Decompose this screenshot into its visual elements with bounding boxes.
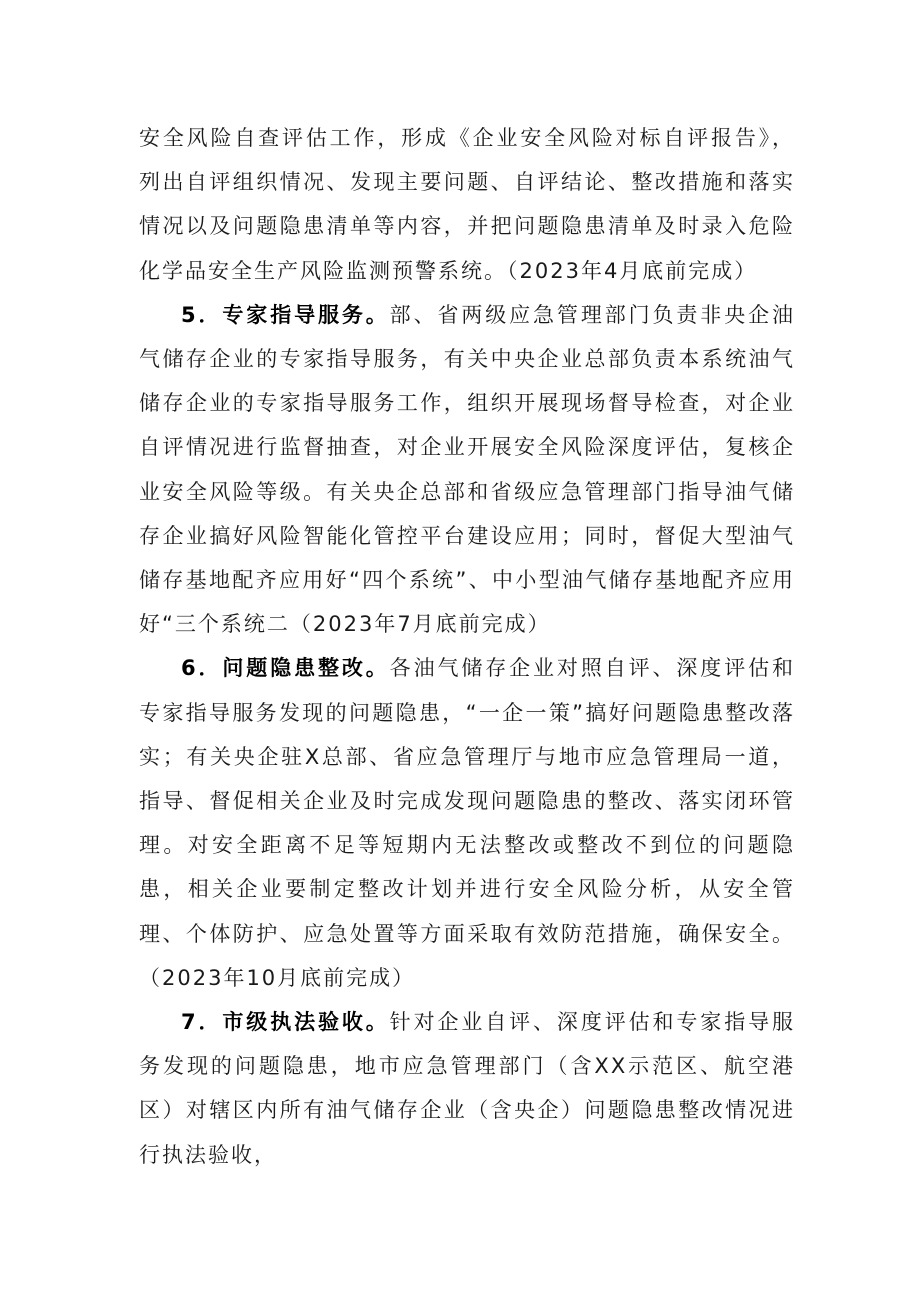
paragraph-text: 安全风险自查评估工作，形成《企业安全风险对标自评报告》，列出自评组织情况、发现主要问题、自评结论、整改措施和落实情况以及问题隐患清单等内容，并把问题隐患清单及时录入危险化学品安全生产风险监测预警系统。（2023年4月底前完成） — [139, 126, 795, 283]
paragraph-continuation — [139, 116, 795, 293]
paragraph-text: 针对企业自评、深度评估和专家指导服务发现的问题隐患，地市应急管理部门（含XX示范区、航空港区）对辖区内所有油气储存企业（含央企）问题隐患整改情况进行执法验收， — [139, 1010, 795, 1167]
paragraph-expert-guidance — [139, 293, 795, 647]
paragraph-heading: 6．问题隐患整改。 — [181, 656, 390, 681]
paragraph-hazard-rectification — [139, 646, 795, 1000]
paragraph-text: 部、省两级应急管理部门负责非央企油气储存企业的专家指导服务，有关中央企业总部负责本系统油气储存企业的专家指导服务工作，组织开展现场督导检查，对企业自评情况进行监督抽查，对企业开展安全风险深度评估，复核企业安全风险等级。有关央企总部和省级应急管理部门指导油气储存企业搞好风险智能化管控平台建设应用；同时，督促大型油气储存基地配齐应用好“四个系统”、中小型油气储存基地配齐应用好“三个系统二（2023年7月底前完成） — [139, 302, 795, 637]
paragraph-municipal-acceptance — [139, 1000, 795, 1177]
paragraph-heading: 5．专家指导服务。 — [181, 302, 390, 327]
paragraph-heading: 7．市级执法验收。 — [181, 1010, 390, 1035]
paragraph-text: 各油气储存企业对照自评、深度评估和专家指导服务发现的问题隐患，“一企一策”搞好问题隐患整改落实；有关央企驻X总部、省应急管理厅与地市应急管理局一道，指导、督促相关企业及时完成发现问题隐患的整改、落实闭环管理。对安全距离不足等短期内无法整改或整改不到位的问题隐患，相关企业要制定整改计划并进行安全风险分析，从安全管理、个体防护、应急处置等方面采取有效防范措施，确保安全。（2023年10月底前完成） — [139, 656, 795, 990]
document-body — [139, 116, 795, 1177]
